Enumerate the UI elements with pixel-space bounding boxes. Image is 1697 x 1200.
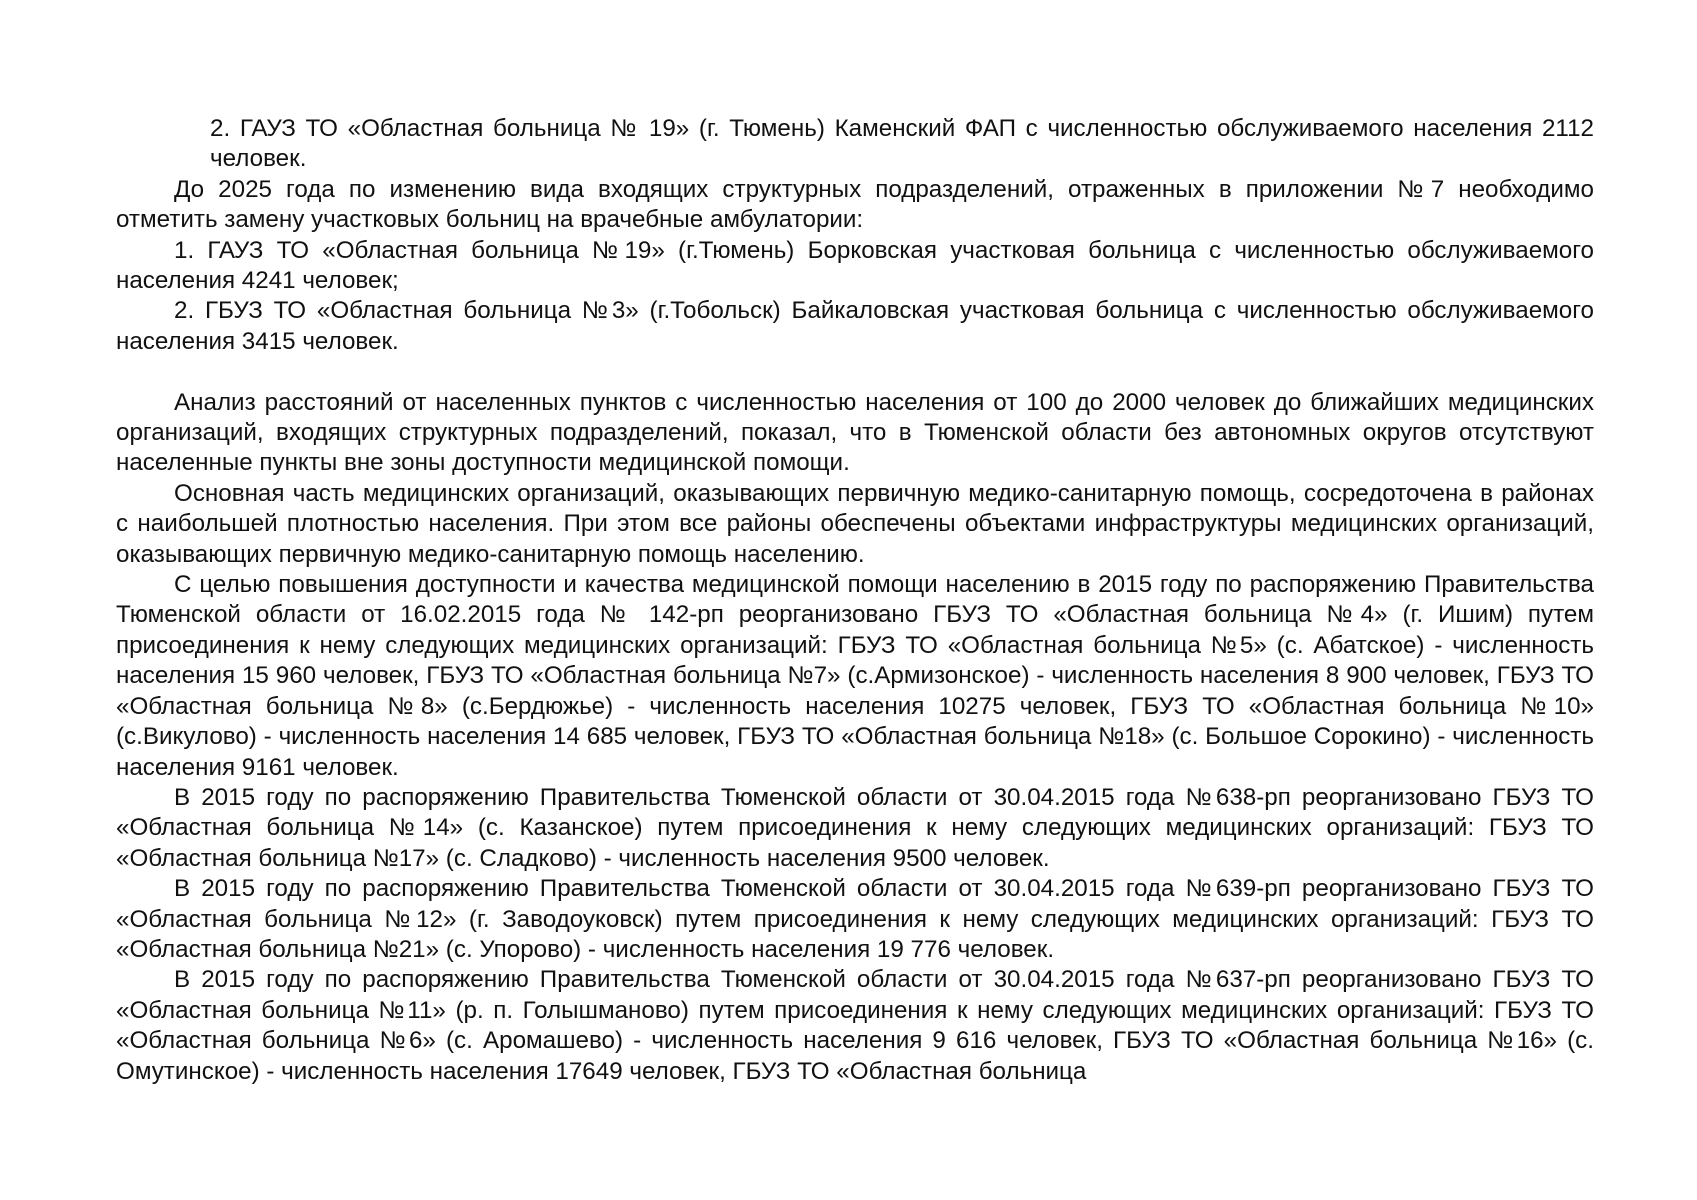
paragraph-reorganization-142: С целью повышения доступности и качества медицинской помощи населению в 2015 году по распоряжению Правительства Тюменской области от 16.02.2015 года № 142-рп реорганизовано ГБУЗ ТО «Областная больница №4» (г. Ишим) путем присоединения к нему следующих медицинских организаций: ГБУЗ ТО «Областная больница №5» (с. Абатское) - численность населения 15 960 человек, ГБУЗ ТО «Областная больница №7» (с.Армизонское) - численность населения 8 900 человек, ГБУЗ ТО «Областная больница №8» (с.Бердюжье) - численность населения 10275 человек, ГБУЗ ТО «Областная больница №10» (с.Викулово) - численность населения 14 685 человек, ГБУЗ ТО «Областная больница №18» (с. Большое Сорокино) - численность населения 9161 человек. <box>116 571 1594 781</box>
list-item-fap: 2. ГАУЗ ТО «Областная больница № 19» (г. Тюмень) Каменский ФАП с численностью обслуживаемого населения 2112 человек. <box>210 115 1594 173</box>
paragraph-distance-analysis: Анализ расстояний от населенных пунктов с численностью населения от 100 до 2000 человек до ближайших медицинских организаций, входящих структурных подразделений, показал, что в Тюменской области без автономных округов отсутствуют населенные пункты вне зоны доступности медицинской помощи. <box>116 388 1594 477</box>
paragraph-gap <box>116 357 1594 387</box>
paragraph-reorganization-637: В 2015 году по распоряжению Правительства Тюменской области от 30.04.2015 года №637-рп реорганизовано ГБУЗ ТО «Областная больница №11» (р. п. Голышманово) путем присоединения к нему следующих медицинских организаций: ГБУЗ ТО «Областная больница №6» (с. Аромашево) - численность населения 9 616 человек, ГБУЗ ТО «Областная больница №16» (с. Омутинское) - численность населения 17649 человек, ГБУЗ ТО «Областная больница <box>116 966 1594 1085</box>
paragraph-reorganization-639: В 2015 году по распоряжению Правительства Тюменской области от 30.04.2015 года №639-рп реорганизовано ГБУЗ ТО «Областная больница №12» (г. Заводоуковск) путем присоединения к нему следующих медицинских организаций: ГБУЗ ТО «Областная больница №21» (с. Упорово) - численность населения 19 776 человек. <box>116 875 1594 963</box>
document-page <box>116 114 1594 1087</box>
paragraph-reorganization-638: В 2015 году по распоряжению Правительства Тюменской области от 30.04.2015 года №638-рп реорганизовано ГБУЗ ТО «Областная больница №14» (с. Казанское) путем присоединения к нему следующих медицинских организаций: ГБУЗ ТО «Областная больница №17» (с. Сладково) - численность населения 9500 человек. <box>116 783 1594 872</box>
paragraph-main-part: Основная часть медицинских организаций, оказывающих первичную медико-санитарную помощь, сосредоточена в районах с наибольшей плотностью населения. При этом все районы обеспечены объектами инфраструктуры медицинских организаций, оказывающих первичную медико-санитарную помощь населению. <box>116 479 1594 568</box>
list-item-borkovskaya: 1. ГАУЗ ТО «Областная больница №19» (г.Тюмень) Борковская участковая больница с численностью обслуживаемого населения 4241 человек; <box>116 236 1594 295</box>
list-item-baykalovskaya: 2. ГБУЗ ТО «Областная больница №3» (г.Тобольск) Байкаловская участковая больница с численностью обслуживаемого населения 3415 человек. <box>116 297 1594 355</box>
paragraph-replacement-intro: До 2025 года по изменению вида входящих структурных подразделений, отраженных в приложении №7 необходимо отметить замену участковых больниц на врачебные амбулатории: <box>116 175 1594 234</box>
